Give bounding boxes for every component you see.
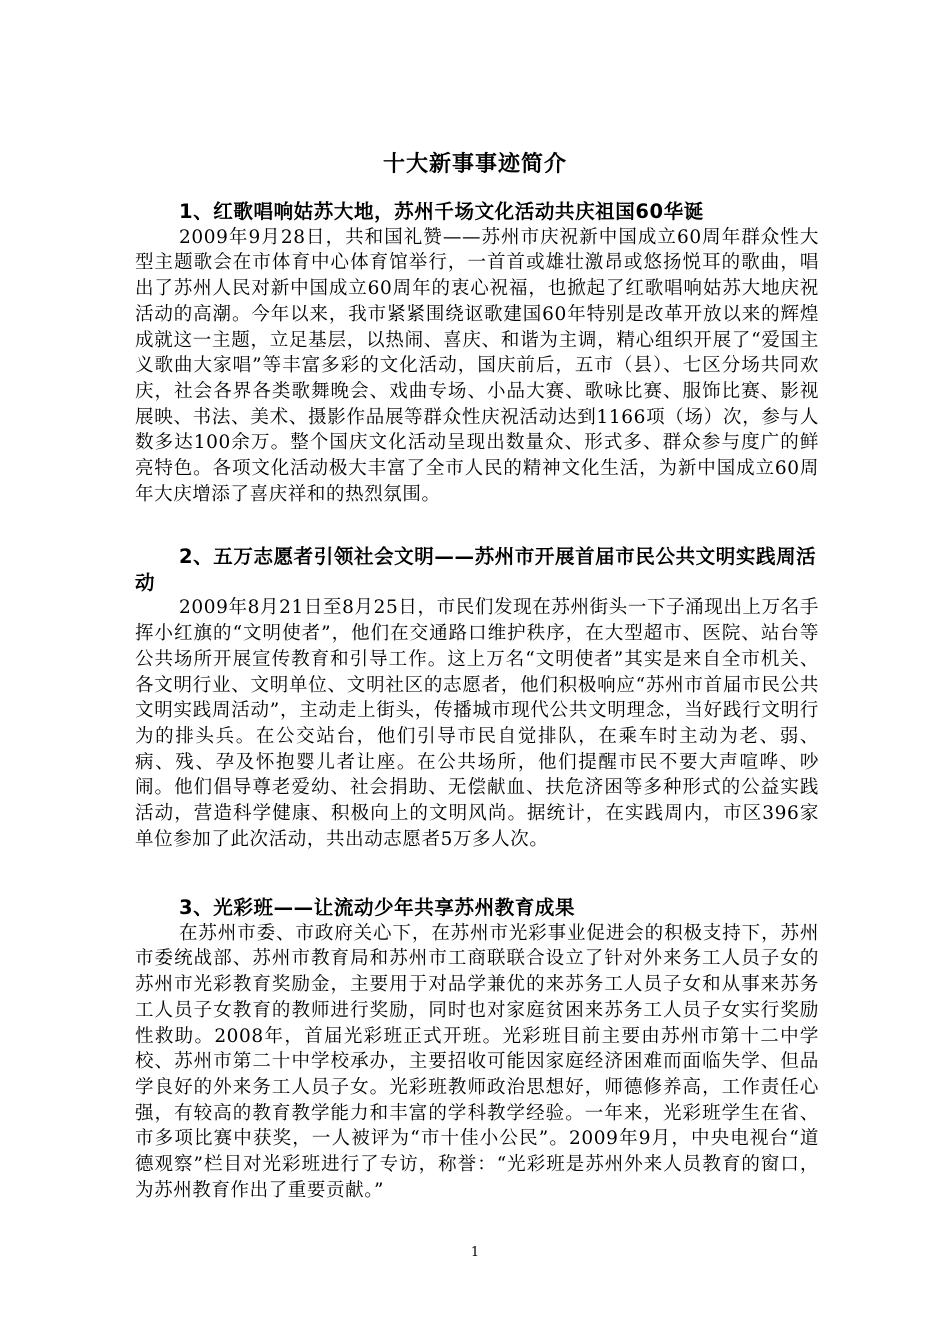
section-heading: 1、红歌唱响姑苏大地，苏州千场文化活动共庆祖国60华诞: [179, 200, 704, 223]
section-heading: 3、光彩班——让流动少年共享苏州教育成果: [179, 896, 576, 919]
section-heading: 2、五万志愿者引领社会文明——苏州市开展首届市民公共文明实践周活动: [135, 545, 817, 594]
section-body: 在苏州市委、市政府关心下，在苏州市光彩事业促进会的积极支持下，苏州市委统战部、苏州市教育局和苏州市工商联联合设立了针对外来务工人员子女的苏州市光彩教育奖励金，主要用于对品学兼优的来苏务工人员子女和从事来苏务工人员子女教育的教师进行奖励，同时也对家庭贫困来苏务工人员子女实行奖励性救助。2008年，首届光彩班正式开班。光彩班目前主要由苏州市第十二中学校、苏州市第二十中学校承办，主要招收可能因家庭经济困难而面临失学、但品学良好的外来务工人员子女。光彩班教师政治思想好，师德修养高，工作责任心强，有较高的教育教学能力和丰富的学科教学经验。一年来，光彩班学生在省、市多项比赛中获奖，一人被评为“市十佳小公民”。2009年9月，中央电视台“道德观察”栏目对光彩班进行了专访，称誉：“光彩班是苏州外来人员教育的窗口，为苏州教育作出了重要贡献。”: [135, 922, 819, 1201]
section-guangcai-class: [135, 895, 819, 1203]
document-title: 十大新事事迹简介: [382, 152, 567, 177]
section-body: 2009年8月21日至8月25日，市民们发现在苏州街头一下子涌现出上万名手挥小红旗的“文明使者”，他们在交通路口维护秩序，在大型超市、医院、站台等公共场所开展宣传教育和引导工作。这上万名“文明使者”其实是来自全市机关、各文明行业、文明单位、文明社区的志愿者，他们积极响应“苏州市首届市民公共文明实践周活动”，主动走上街头，传播城市现代公共文明理念，当好践行文明行为的排头兵。在公交站台，他们引导市民自觉排队，在乘车时主动为老、弱、病、残、孕及怀抱婴儿者让座。在公共场所，他们提醒市民不要大声喧哗、吵闹。他们倡导尊老爱幼、社会捐助、无偿献血、扶危济困等多种形式的公益实践活动，营造科学健康、积极向上的文明风尚。据统计，在实践周内，市区396家单位参加了此次活动，共出动志愿者5万多人次。: [135, 597, 819, 850]
section-body: 2009年9月28日，共和国礼赞——苏州市庆祝新中国成立60周年群众性大型主题歌会在市体育中心体育馆举行，一首首或雄壮激昂或悠扬悦耳的歌曲，唱出了苏州人民对新中国成立60周年的衷心祝福，也掀起了红歌唱响姑苏大地庆祝活动的高潮。今年以来，我市紧紧围绕讴歌建国60年特别是改革开放以来的辉煌成就这一主题，立足基层，以热闹、喜庆、和谐为主调，精心组织开展了“爱国主义歌曲大家唱”等丰富多彩的文化活动，国庆前后，五市（县）、七区分场共同欢庆，社会各界各类歌舞晚会、戏曲专场、小品大赛、歌咏比赛、服饰比赛、影视展映、书法、美术、摄影作品展等群众性庆祝活动达到1166项（场）次，参与人数多达100余万。整个国庆文化活动呈现出数量众、形式多、群众参与度广的鲜亮特色。各项文化活动极大丰富了全市人民的精神文化生活，为新中国成立60周年大庆增添了喜庆祥和的热烈氛围。: [135, 226, 819, 505]
section-red-songs: [135, 199, 819, 507]
section-volunteers: [135, 544, 819, 852]
page-number: 1: [470, 1245, 480, 1260]
